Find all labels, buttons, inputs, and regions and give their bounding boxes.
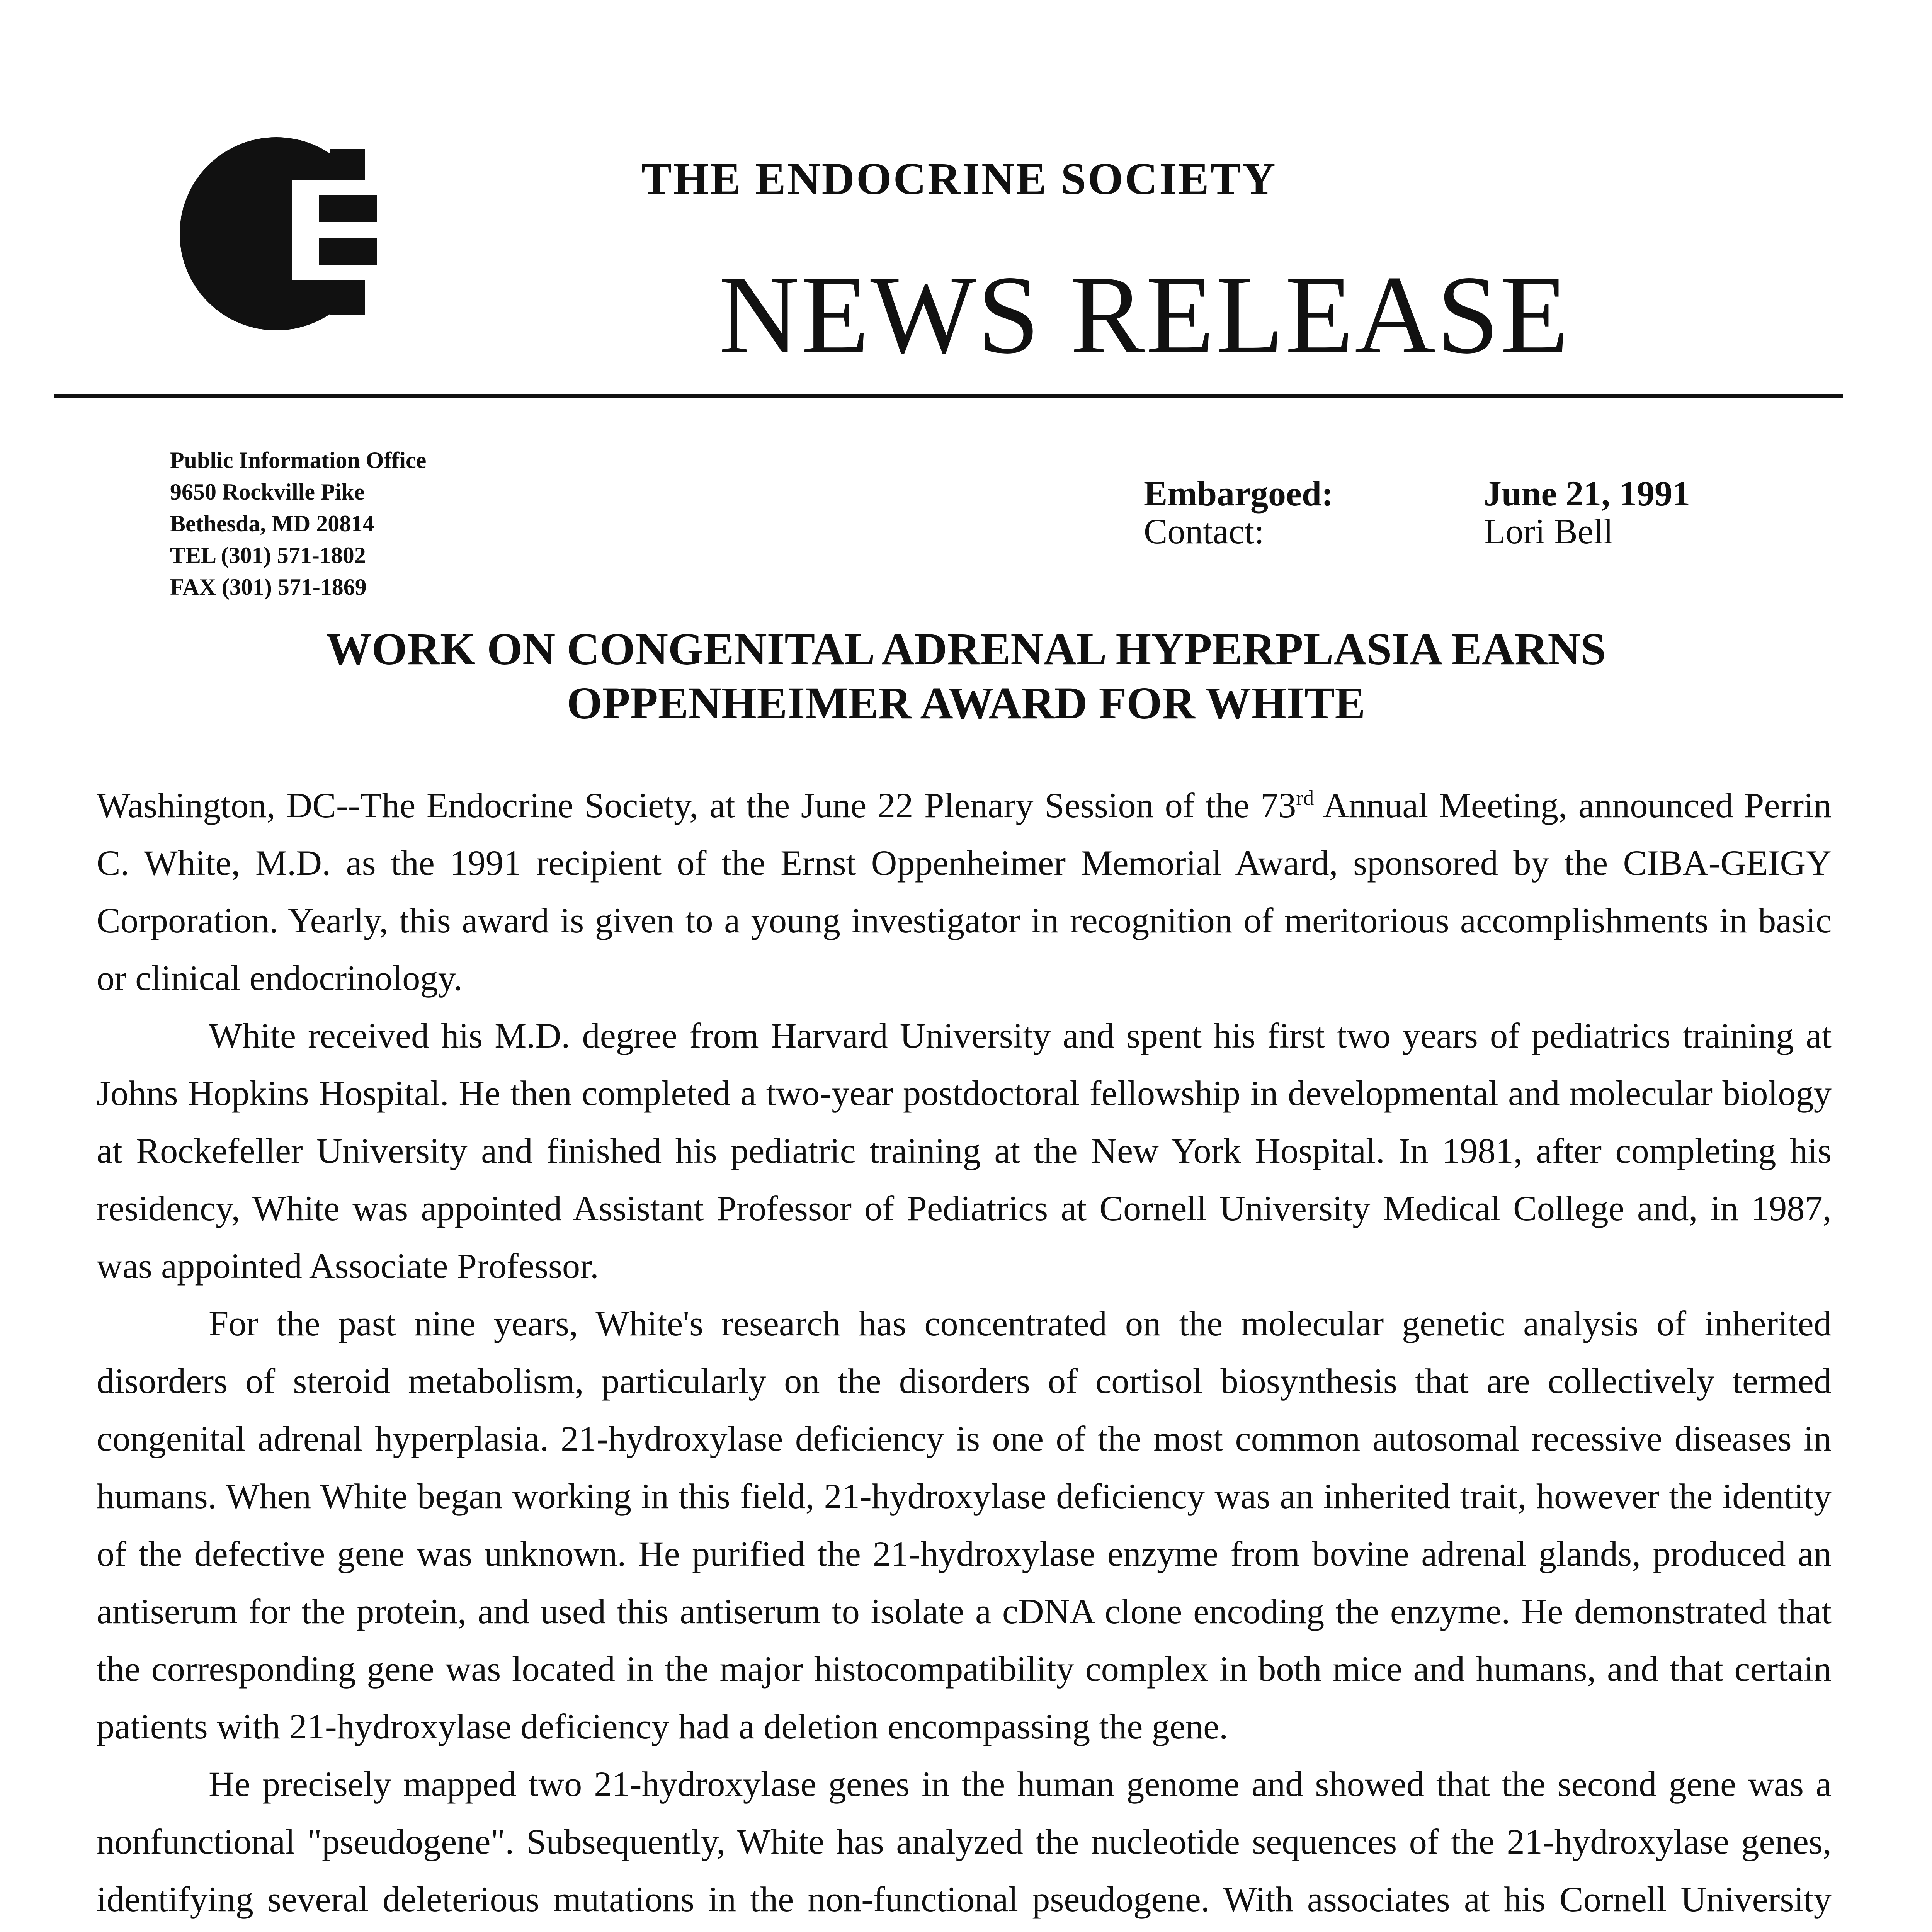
organization-name: THE ENDOCRINE SOCIETY	[641, 153, 1277, 204]
paragraph-1-start: Washington, DC--The Endocrine Society, at the June 22 Plenary Session of the 73	[97, 786, 1296, 825]
ordinal-suffix: rd	[1296, 786, 1314, 810]
address-block	[170, 444, 595, 603]
paragraph-2: White received his M.D. degree from Harvard University and spent his first two years of pediatrics training at Johns Hopkins Hospital. He then completed a two-year postdoctoral fellowship in developmental and molecular biology at Rockefeller University and finished his pediatric training at the New York Hospital. In 1981, after completing his residency, White was appointed Assistant Professor of Pediatrics at Cornell University Medical College and, in 1987, was appointed Associate Professor.	[97, 1016, 1832, 1286]
telephone: TEL (301) 571-1802	[170, 543, 366, 568]
masthead-divider	[54, 394, 1843, 398]
city-state-zip: Bethesda, MD 20814	[170, 511, 374, 536]
release-meta	[1144, 474, 1762, 550]
embargoed-label: Embargoed:	[1144, 474, 1333, 513]
headline-line-1: WORK ON CONGENITAL ADRENAL HYPERPLASIA EARNS	[326, 624, 1606, 674]
contact-name: Lori Bell	[1484, 512, 1613, 551]
headline	[193, 622, 1739, 730]
masthead-title: NEWS RELEASE	[719, 253, 1570, 377]
contact-label: Contact:	[1144, 512, 1264, 551]
fax: FAX (301) 571-1869	[170, 574, 367, 600]
paragraph-4: He precisely mapped two 21-hydroxylase genes in the human genome and showed that the second gene was a nonfunctional "pseudogene". Subsequently, White has analyzed the nucleotide sequences of the 21-hydroxylase genes, identifying several deleterious mutations in the non-functional pseudogene. With associates at his Cornell University	[97, 1764, 1832, 1919]
endocrine-society-logo-icon	[176, 133, 377, 334]
street-address: 9650 Rockville Pike	[170, 479, 365, 505]
headline-line-2: OPPENHEIMER AWARD FOR WHITE	[566, 678, 1366, 728]
paragraph-3: For the past nine years, White's research has concentrated on the molecular genetic analysis of inherited disorders of steroid metabolism, particularly on the disorders of cortisol biosynthesis that are collectively termed congenital adrenal hyperplasia. 21-hydroxylase deficiency is one of the most common autosomal recessive diseases in humans. When White began working in this field, 21-hydroxylase deficiency was an inherited trait, however the identity of the defective gene was unknown. He purified the 21-hydroxylase enzyme from bovine adrenal glands, produced an antiserum for the protein, and used this antiserum to isolate a cDNA clone encoding the enzyme. He demonstrated that the corresponding gene was located in the major histocompatibility complex in both mice and humans, and that certain patients with 21-hydroxylase deficiency had a deletion encompassing the gene.	[97, 1304, 1832, 1747]
office-name: Public Information Office	[170, 447, 427, 473]
paragraph-1-rest: Annual Meeting, announced Perrin C. White, M.D. as the 1991 recipient of the Ernst Oppenheimer Memorial Award, sponsored by the CIBA-GEIGY Corporation. Yearly, this award is given to a young investigator in recognition of meritorious accomplishments in basic or clinical endocrinology.	[97, 786, 1832, 998]
article-body	[97, 769, 1832, 1932]
embargoed-date: June 21, 1991	[1484, 474, 1690, 513]
paragraph-1	[97, 769, 1832, 1007]
